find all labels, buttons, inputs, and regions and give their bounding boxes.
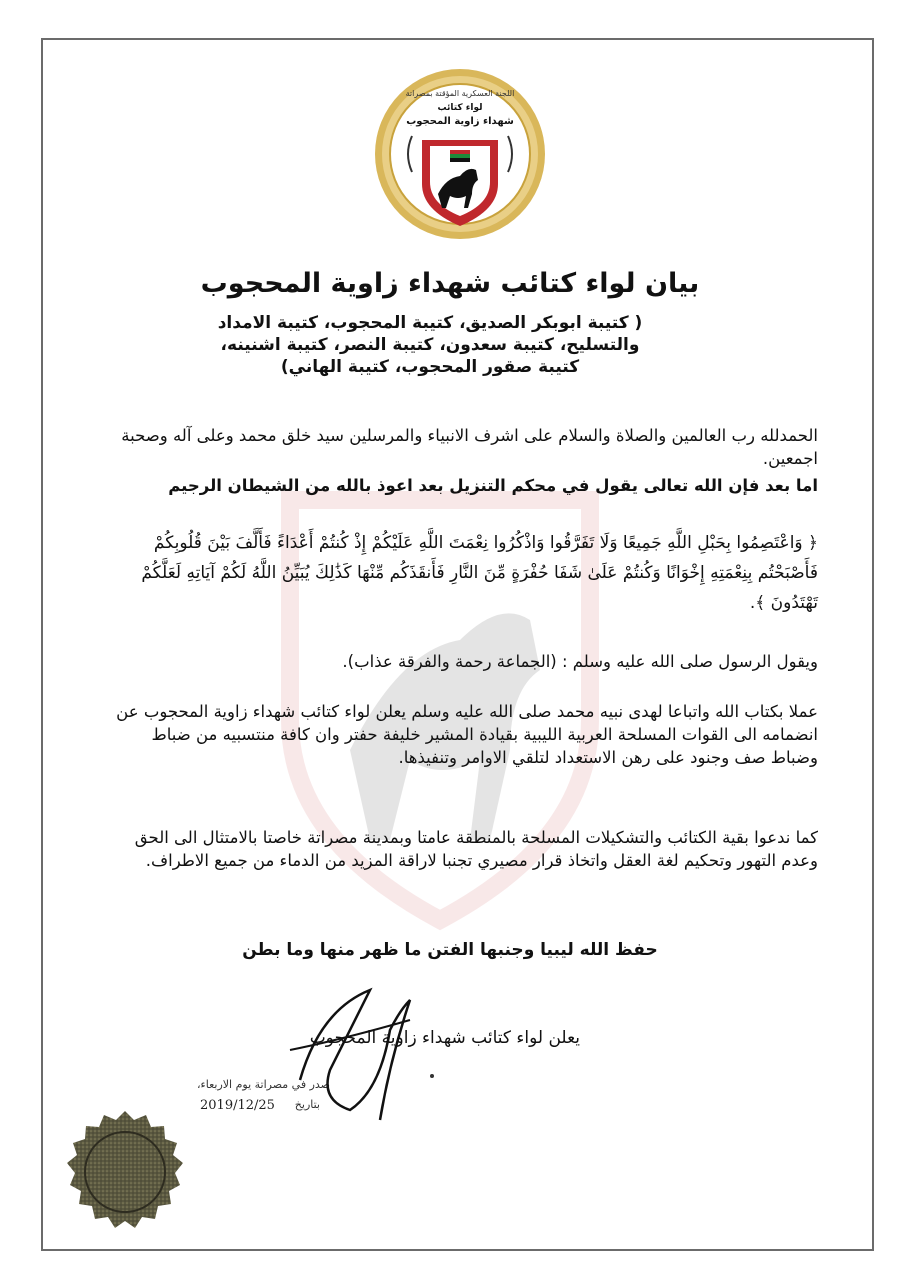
subtitle-line: كتيبة صقور المحجوب، كتيبة الهاني) [280, 357, 580, 377]
signatory-title: يعلن لواء كتائب شهداء زاوية المحجوب [309, 1028, 580, 1048]
paragraph-intro: اما بعد فإن الله تعالى يقول في محكم التنزيل بعد اعوذ بالله من الشيطان الرجيم [168, 476, 818, 495]
subtitle-line: والتسليح، كتيبة سعدون، كتيبة النصر، كتيبة اشنينه، [220, 335, 640, 355]
official-seal-icon [50, 1092, 200, 1242]
issue-date: 2019/12/25 [200, 1098, 275, 1113]
hadith-quote: ويقول الرسول صلى الله عليه وسلم : (الجماعة رحمة والفرقة عذاب). [342, 652, 818, 671]
document-subtitle [120, 312, 740, 378]
unit-emblem-icon [372, 66, 548, 242]
document-title: بيان لواء كتائب شهداء زاوية المحجوب [200, 268, 700, 299]
emblem-line1: لواء كتائب [437, 103, 483, 113]
paragraph-praise: الحمدلله رب العالمين والصلاة والسلام على اشرف الانبياء والمرسلين سيد خلق محمد وعلى آله وصحبة اجمعين. [121, 426, 818, 468]
closing-prayer: حفظ الله ليبيا وجنبها الفتن ما ظهر منها وما بطن [242, 940, 658, 960]
date-label: بتاريخ [294, 1098, 320, 1111]
handwritten-signature-icon [260, 970, 440, 1130]
emblem-line2: شهداء زاوية المحجوب [406, 116, 514, 127]
quran-verse: ﴿ وَاعْتَصِمُوا بِحَبْلِ اللَّهِ جَمِيعًا وَلَا تَفَرَّقُوا وَاذْكُرُوا نِعْمَتَ اللَّهِ عَلَيْكُمْ إِذْ كُنتُمْ أَعْدَاءً فَأَلَّفَ بَيْنَ قُلُوبِكُمْ فَأَصْبَحْتُم بِنِعْمَتِهِ إِخْوَانًا وَكُنتُمْ عَلَىٰ شَفَا حُفْرَةٍ مِّنَ النَّارِ فَأَنقَذَكُم مِّنْهَا كَذَٰلِكَ يُبَيِّنُ اللَّهُ لَكُمْ آيَاتِهِ لَعَلَّكُمْ تَهْتَدُونَ ﴾. [141, 533, 818, 613]
ink-dot [430, 1074, 434, 1078]
subtitle-line: ( كتيبة ابوبكر الصديق، كتيبة المحجوب، كتيبة الامداد [217, 313, 643, 333]
paragraph-call: كما ندعوا بقية الكتائب والتشكيلات المسلحة بالمنطقة عامتا وبمدينة مصراتة خاصتا بالامتثال الى الحق وعدم التهور وتحكيم لغة العقل واتخاذ قرار مصيري تجنبا لاراقة المزيد من الدماء من جميع الاطراف. [134, 828, 818, 870]
paragraph-announcement: عملا بكتاب الله واتباعا لهدى نبيه محمد صلى الله عليه وسلم يعلن لواء كتائب شهداء زاوية المحجوب عن انضمامه الى القوات المسلحة العربية الليبية بقيادة المشير خليفة حفتر وان كافة منتسبيه من ضباط وضباط صف وجنود على رهن الاستعداد لتلقي الاوامر وتنفيذها. [116, 702, 818, 767]
emblem-arc-text: اللجنة العسكرية المؤقتة بمصراتة [405, 89, 515, 98]
issued-place: صدر في مصراتة يوم الاربعاء، [197, 1078, 330, 1091]
